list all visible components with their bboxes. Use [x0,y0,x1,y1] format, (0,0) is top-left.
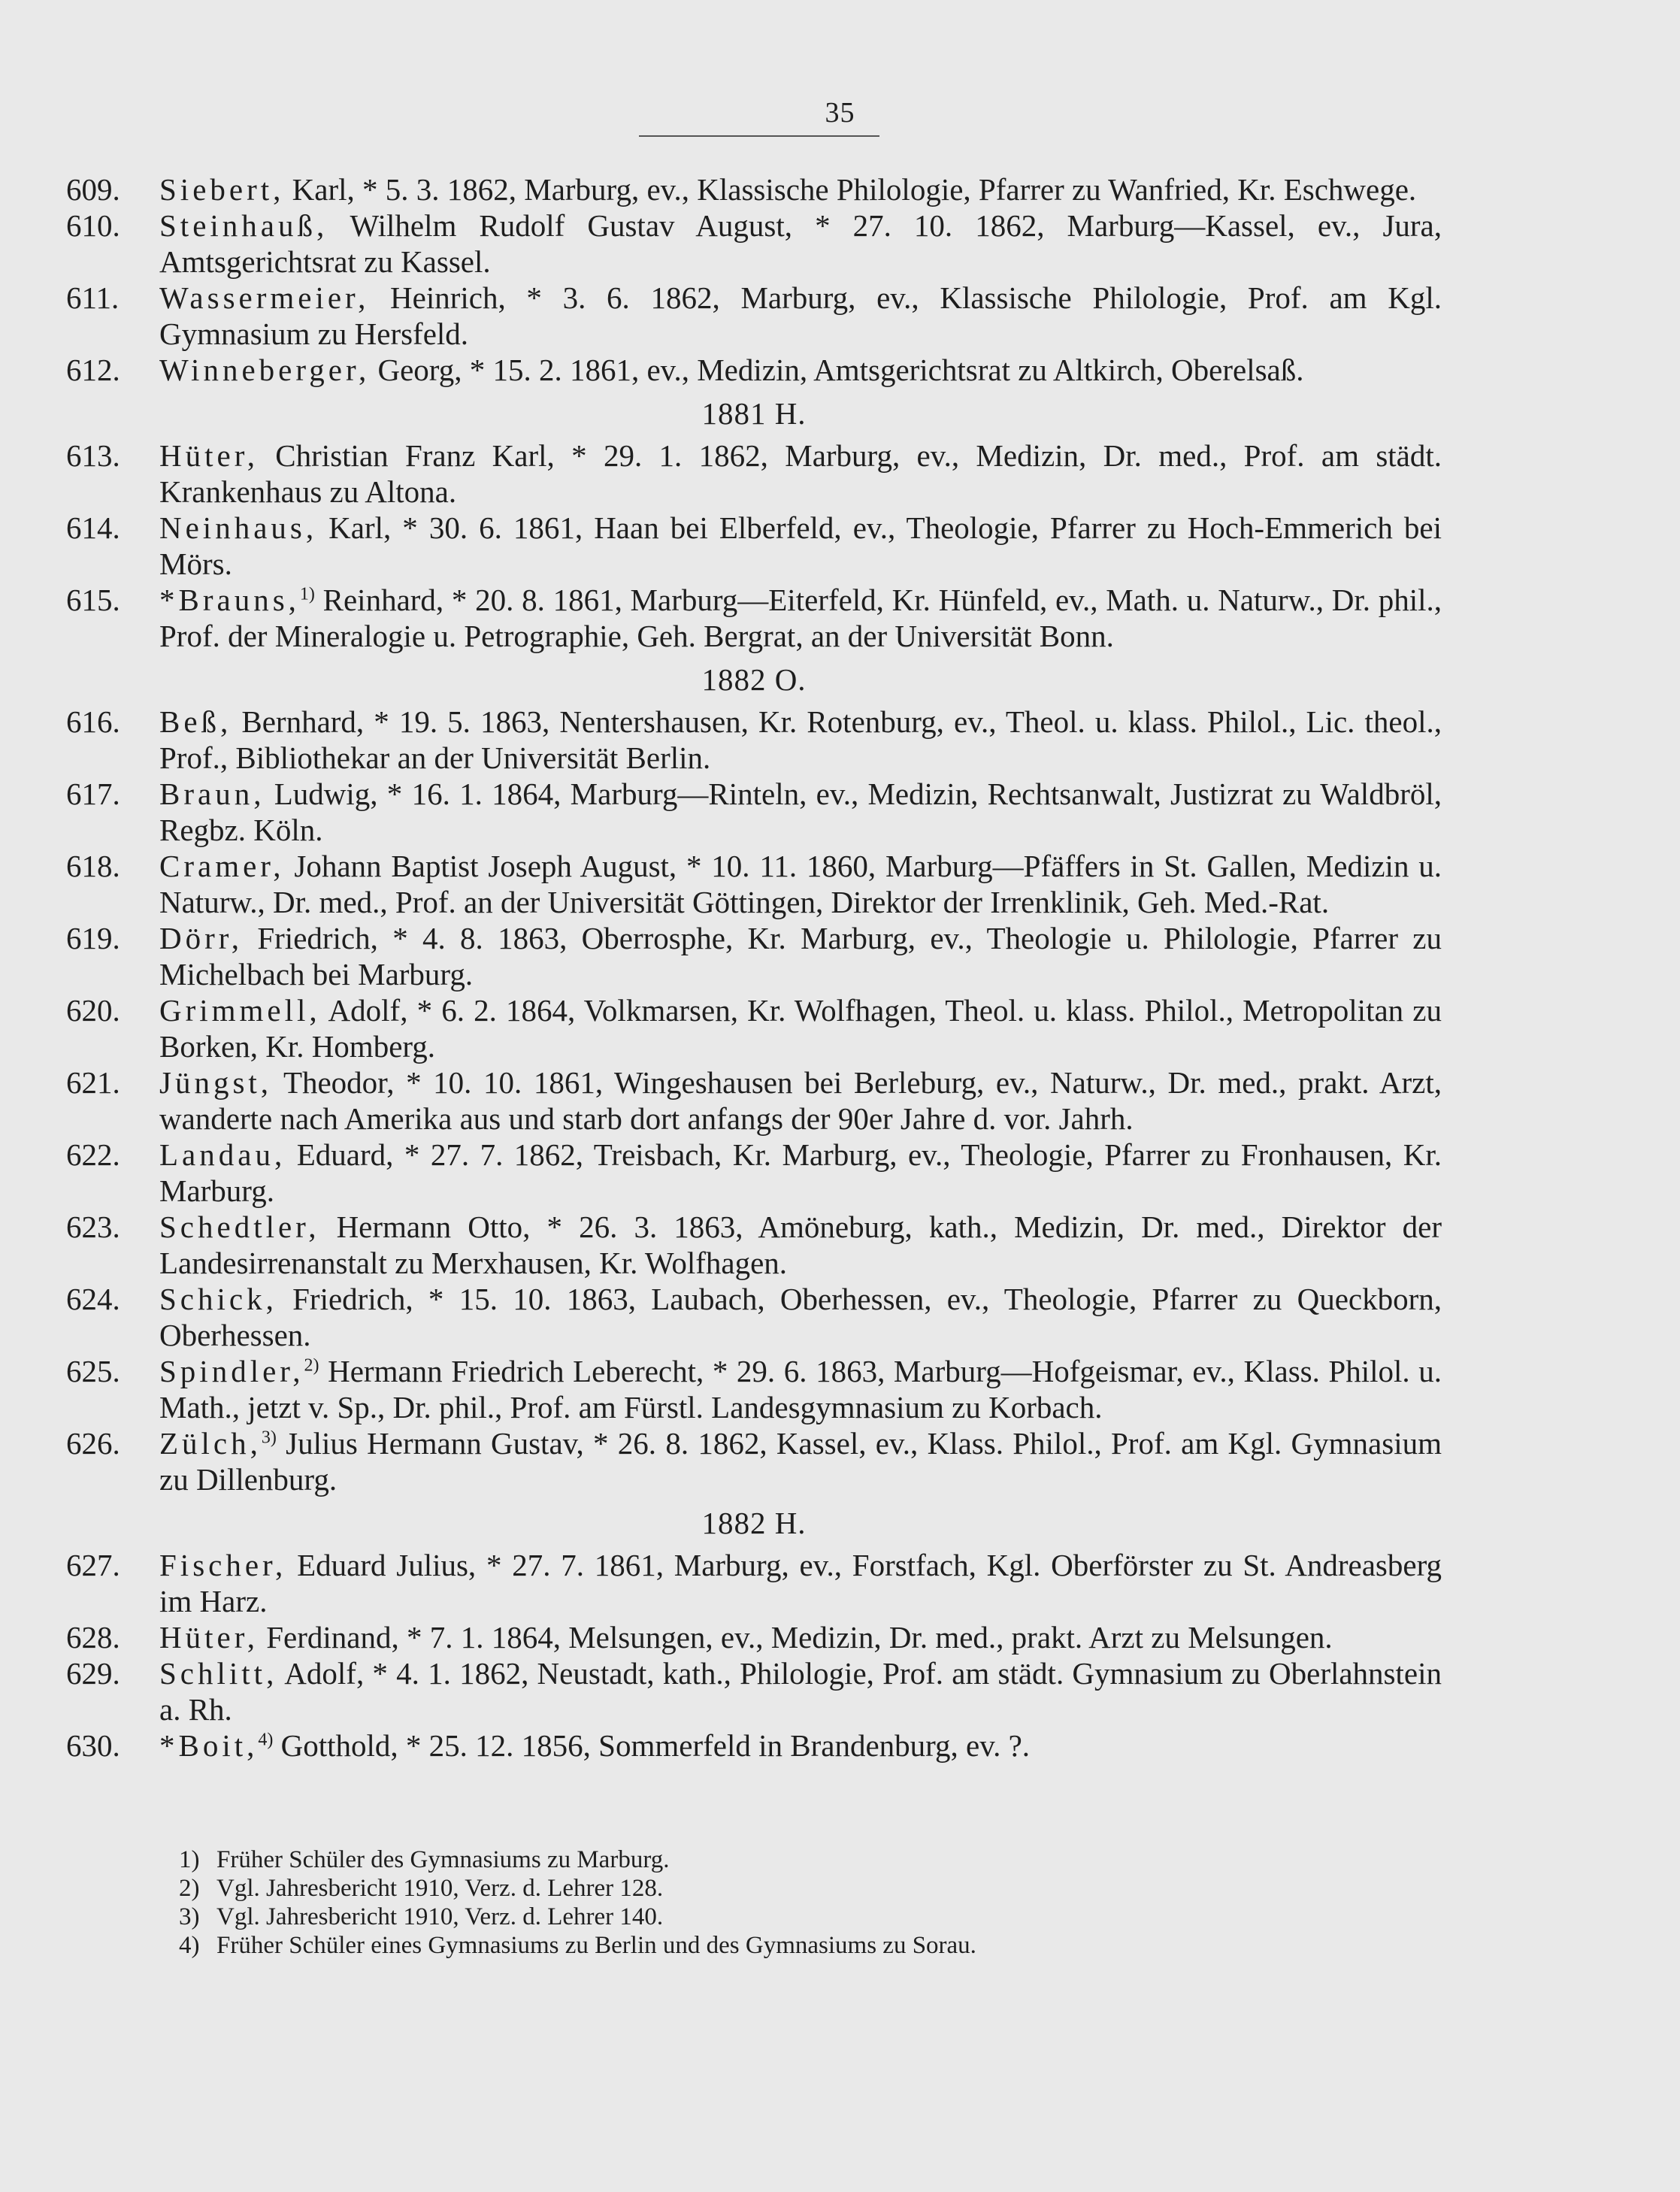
footnote [179,1903,1306,1931]
register-entry [66,1281,1442,1353]
entry-surname: *Boit, [159,1728,259,1763]
register-entry [66,437,1442,510]
entry-number: 610. [66,208,120,243]
entry-number: 628. [66,1620,120,1655]
entry-surname: Jüngst, [159,1065,273,1100]
footnote-reference: 1) [299,584,315,604]
entry-number: 619. [66,921,120,955]
entry-details: Bernhard, * 19. 5. 1863, Nentershausen, Kr. Rotenburg, ev., Theol. u. klass. Philol., Lic. theol., Prof., Bibliothekar an der Universität Berlin. [159,704,1442,775]
register-entry [66,582,1442,654]
footnote-text: Früher Schüler des Gymnasiums zu Marburg. [216,1846,670,1873]
entry-details: Theodor, * 10. 10. 1861, Wingeshausen bei Berleburg, ev., Naturw., Dr. med., prakt. Arzt, wanderte nach Amerika aus und starb dort anfangs der 90er Jahre d. vor. Jahrh. [159,1065,1442,1136]
entry-surname: Schick, [159,1282,277,1316]
register-entry [66,704,1442,776]
entry-details: Eduard Julius, * 27. 7. 1861, Marburg, ev., Forstfach, Kgl. Oberförster zu St. Andreasberg im Harz. [159,1548,1442,1618]
entry-surname: Schlitt, [159,1656,278,1691]
entry-details: Johann Baptist Joseph August, * 10. 11. 1860, Marburg—Pfäffers in St. Gallen, Medizin u. Naturw., Dr. med., Prof. an der Universität Göttingen, Direktor der Irrenklinik, Geh. Med.-Rat. [159,849,1442,919]
entry-details: Karl, * 30. 6. 1861, Haan bei Elberfeld, ev., Theologie, Pfarrer zu Hoch-Emmerich bei Mörs. [159,510,1442,581]
register-entry [66,1619,1442,1655]
footnote [179,1931,1306,1960]
entry-details: Wilhelm Rudolf Gustav August, * 27. 10. 1862, Marburg—Kassel, ev., Jura, Amtsgerichtsrat zu Kassel. [159,208,1442,279]
register-entry [66,207,1442,280]
entry-number: 621. [66,1065,120,1100]
entry-details: Hermann Otto, * 26. 3. 1863, Amöneburg, kath., Medizin, Dr. med., Direktor der Landesirrenanstalt zu Merxhausen, Kr. Wolfhagen. [159,1210,1442,1280]
section-heading: 1882 O. [701,662,807,697]
entry-surname: Braun, [159,777,265,811]
entry-surname: Neinhaus, [159,510,318,545]
register-entry [66,280,1442,352]
entry-details: Gotthold, * 25. 12. 1856, Sommerfeld in Brandenburg, ev. ?. [273,1728,1031,1763]
entry-surname: Spindler, [159,1354,304,1388]
entry-details: Heinrich, * 3. 6. 1862, Marburg, ev., Klassische Philologie, Prof. am Kgl. Gymnasium zu Hersfeld. [159,280,1442,351]
entry-number: 620. [66,993,120,1028]
entry-surname: Hüter, [159,1620,259,1655]
footnote-text: Vgl. Jahresbericht 1910, Verz. d. Lehrer 140. [216,1903,664,1930]
entry-number: 627. [66,1548,120,1582]
entry-number: 617. [66,777,120,811]
entry-details: Ferdinand, * 7. 1. 1864, Melsungen, ev., Medizin, Dr. med., prakt. Arzt zu Melsungen. [258,1620,1333,1655]
entry-number: 616. [66,704,120,739]
register-entry [66,920,1442,992]
entry-number: 626. [66,1426,120,1461]
register-entry [66,1547,1442,1619]
footnote [179,1845,1306,1874]
register-entry [66,1209,1442,1281]
register-entry [66,1655,1442,1727]
entry-number: 612. [66,353,120,387]
footnote-text: Vgl. Jahresbericht 1910, Verz. d. Lehrer 128. [216,1875,664,1902]
entry-details: Hermann Friedrich Leberecht, * 29. 6. 1863, Marburg—Hofgeismar, ev., Klass. Philol. u. Math., jetzt v. Sp., Dr. phil., Prof. am Fürstl. Landesgymnasium zu Korbach. [159,1354,1442,1424]
page-number: 35 [825,97,855,129]
entry-surname: Dörr, [159,921,244,955]
footnote-reference: 3) [261,1428,277,1448]
entry-details: Friedrich, * 15. 10. 1863, Laubach, Oberhessen, ev., Theologie, Pfarrer zu Queckborn, Oberhessen. [159,1282,1442,1352]
footnote-text: Früher Schüler eines Gymnasiums zu Berlin und des Gymnasiums zu Sorau. [216,1932,976,1959]
entry-number: 614. [66,510,120,545]
footnote-reference: 2) [304,1355,319,1376]
register-list [66,171,1442,1764]
footnote [179,1874,1306,1903]
entry-surname: *Brauns, [159,583,300,617]
register-entry [66,1353,1442,1425]
header-rule [639,135,879,137]
entry-details: Georg, * 15. 2. 1861, ev., Medizin, Amtsgerichtsrat zu Altkirch, Oberelsaß. [370,353,1304,387]
entry-number: 615. [66,583,120,617]
entry-number: 630. [66,1728,120,1763]
entry-details: Karl, * 5. 3. 1862, Marburg, ev., Klassische Philologie, Pfarrer zu Wanfried, Kr. Eschwege. [284,172,1417,207]
register-entry [66,992,1442,1064]
entry-surname: Beß, [159,704,232,739]
entry-details: Julius Hermann Gustav, * 26. 8. 1862, Kassel, ev., Klass. Philol., Prof. am Kgl. Gymnasium zu Dillenburg. [159,1426,1442,1497]
entry-surname: Grimmell, [159,993,321,1028]
register-entry [66,510,1442,582]
footnotes [179,1845,1306,1960]
footnote-mark: 2) [179,1875,200,1902]
entry-details: Friedrich, * 4. 8. 1863, Oberrosphe, Kr. Marburg, ev., Theologie u. Philologie, Pfarrer zu Michelbach bei Marburg. [159,921,1442,992]
entry-details: Ludwig, * 16. 1. 1864, Marburg—Rinteln, ev., Medizin, Rechtsanwalt, Justizrat zu Waldbröl, Regbz. Köln. [159,777,1442,847]
register-entry [66,1064,1442,1137]
entry-number: 629. [66,1656,120,1691]
register-entry [66,776,1442,848]
entry-number: 623. [66,1210,120,1244]
footnote-mark: 1) [179,1846,200,1873]
footnote-mark: 3) [179,1903,200,1930]
entry-details: Adolf, * 6. 2. 1864, Volkmarsen, Kr. Wolfhagen, Theol. u. klass. Philol., Metropolitan zu Borken, Kr. Homberg. [159,993,1442,1064]
entry-details: Christian Franz Karl, * 29. 1. 1862, Marburg, ev., Medizin, Dr. med., Prof. am städt. Krankenhaus zu Altona. [159,438,1442,509]
section-heading: 1882 H. [701,1506,807,1540]
entry-surname: Steinhauß, [159,208,328,243]
entry-number: 625. [66,1354,120,1388]
register-entry [66,1727,1442,1764]
footnote-reference: 4) [258,1730,274,1750]
entry-details: Reinhard, * 20. 8. 1861, Marburg—Eiterfeld, Kr. Hünfeld, ev., Math. u. Naturw., Dr. phil., Prof. der Mineralogie u. Petrographie, Geh. Bergrat, an der Universität Bonn. [159,583,1442,653]
register-entry [66,1425,1442,1497]
entry-surname: Wassermeier, [159,280,370,315]
entry-surname: Landau, [159,1137,286,1172]
entry-surname: Winneberger, [159,353,371,387]
register-entry [66,352,1442,388]
register-entry [66,171,1442,207]
register-entry [66,1137,1442,1209]
entry-number: 613. [66,438,120,473]
entry-details: Adolf, * 4. 1. 1862, Neustadt, kath., Philologie, Prof. am städt. Gymnasium zu Oberlahnstein a. Rh. [159,1656,1442,1727]
register-entry [66,848,1442,920]
entry-surname: Siebert, [159,172,285,207]
entry-number: 609. [66,172,120,207]
entry-surname: Fischer, [159,1548,287,1582]
entry-number: 618. [66,849,120,883]
entry-surname: Schedtler, [159,1210,320,1244]
entry-number: 622. [66,1137,120,1172]
footnote-mark: 4) [179,1932,200,1959]
section-heading: 1881 H. [701,396,807,431]
entry-number: 624. [66,1282,120,1316]
entry-surname: Hüter, [159,438,259,473]
entry-details: Eduard, * 27. 7. 1862, Treisbach, Kr. Marburg, ev., Theologie, Pfarrer zu Fronhausen, Kr. Marburg. [159,1137,1442,1208]
entry-number: 611. [66,280,120,315]
entry-surname: Cramer, [159,849,285,883]
entry-surname: Zülch, [159,1426,262,1461]
